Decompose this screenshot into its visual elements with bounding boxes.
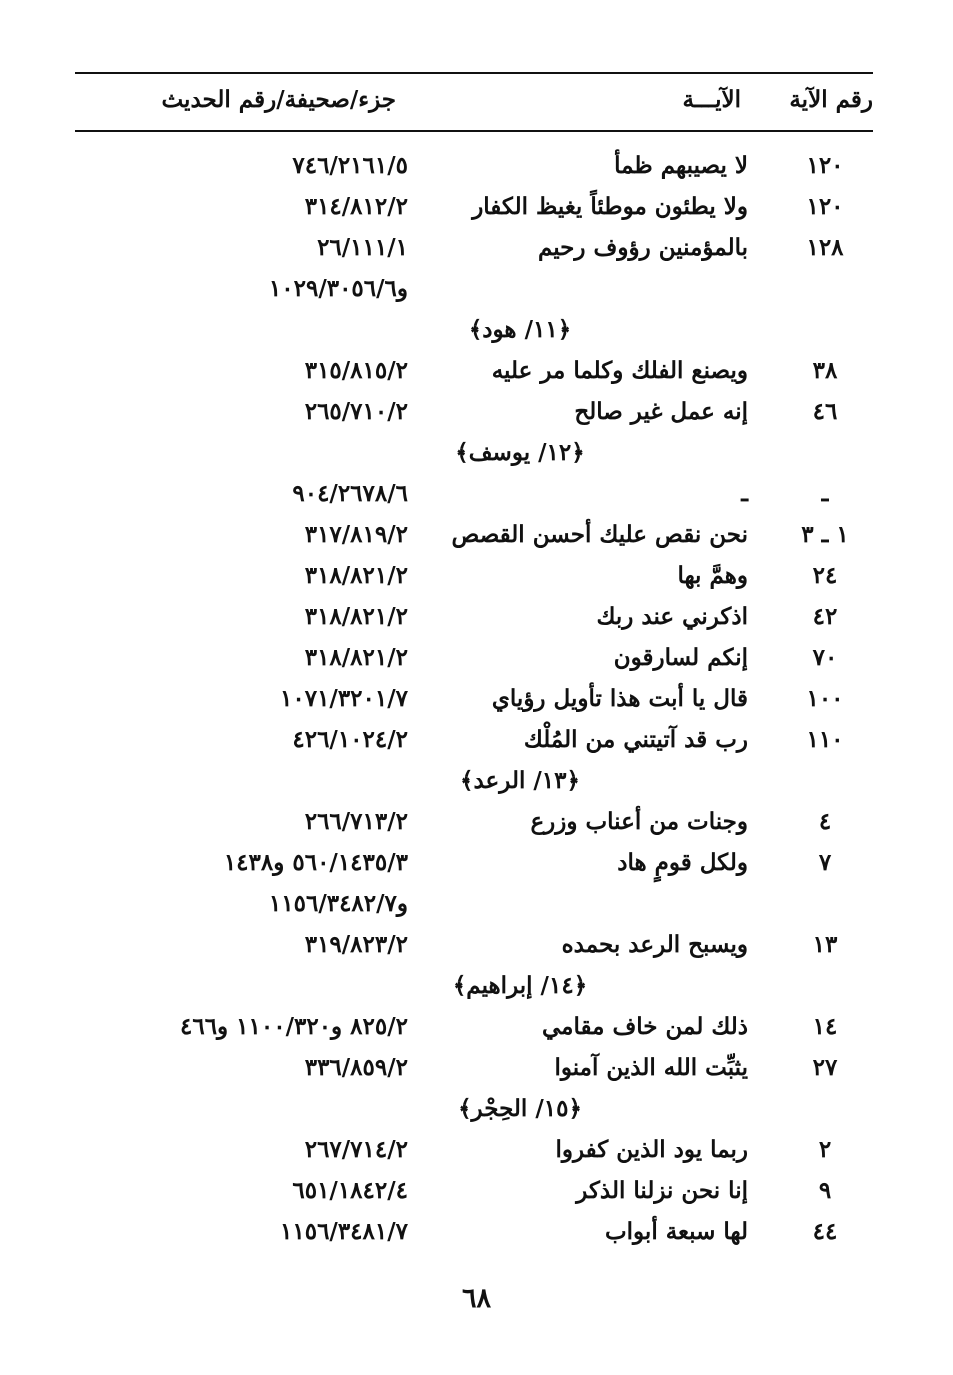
verse-text-cell: ذلك لمن خاف مقامي <box>542 1013 748 1040</box>
table-row <box>75 391 880 432</box>
verse-text-cell: قال يا أبت هذا تأويل رؤياي <box>491 685 748 712</box>
table-row <box>75 514 880 555</box>
verse-number-cell: ١٢٨ <box>806 234 844 261</box>
verse-number-cell: ١٠٠ <box>806 685 844 712</box>
verse-number-cell: ١٣ <box>812 931 838 958</box>
table-row <box>75 637 880 678</box>
table-row <box>75 924 880 965</box>
table-row <box>75 596 880 637</box>
verse-number-cell: ٩ <box>818 1177 832 1204</box>
header-bottom-rule <box>75 130 873 132</box>
sura-heading-row <box>75 432 880 473</box>
verse-text-cell: وهمَّ بها <box>677 562 748 589</box>
verse-number-cell: ٢ <box>818 1136 832 1163</box>
table-row <box>75 555 880 596</box>
table-row <box>75 1129 880 1170</box>
sura-title: ﴿١٥/ الحِجْر﴾ <box>458 1095 582 1122</box>
verse-text-cell: ولكل قومٍ هاد <box>617 849 748 876</box>
reference-cell: ٣١٧/٨١٩/٢ <box>304 521 408 548</box>
verse-number-cell: ١٢٠ <box>806 193 844 220</box>
page-number: ٦٨ <box>461 1283 491 1314</box>
verse-text-cell: إنكم لسارقون <box>613 644 748 671</box>
reference-cell: ٤٢٦/١٠٢٤/٢ <box>292 726 408 753</box>
reference-cell: ٣١٨/٨٢١/٢ <box>304 644 408 671</box>
reference-cell: و١٠٢٩/٣٠٥٦/٦ <box>268 275 408 302</box>
verse-number-cell: ٧ <box>818 849 832 876</box>
reference-cell: ٢٦٥/٧١٠/٢ <box>304 398 408 425</box>
table-row <box>75 1211 880 1252</box>
column-header-verse: الآيـــة <box>682 86 741 113</box>
verse-number-cell: ٣٨ <box>812 357 838 384</box>
reference-cell: ٢٦٧/٧١٤/٢ <box>304 1136 408 1163</box>
reference-cell: ٦٥١/١٨٤٢/٤ <box>292 1177 408 1204</box>
verse-number-cell: ١٢٠ <box>806 152 844 179</box>
verse-text-cell: وجنات من أعناب وزرع <box>530 808 748 835</box>
verse-number-cell: ٧٠ <box>812 644 838 671</box>
reference-cell: ٢٦/١١١/١ <box>317 234 408 261</box>
table-row <box>75 883 880 924</box>
verse-text-cell: رب قد آتيتني من المُلْك <box>523 726 748 753</box>
sura-heading-row <box>75 965 880 1006</box>
reference-cell: ٨٢٥/٢ و١١٠٠/٣٢٠ و٤٦٦ <box>179 1013 408 1040</box>
verse-number-cell: ٤٤ <box>812 1218 838 1245</box>
verse-number-cell: ٤ <box>818 808 832 835</box>
verse-text-cell: بالمؤمنين رؤوف رحيم <box>537 234 748 261</box>
table-row <box>75 227 880 268</box>
verse-text-cell: ربما يود الذين كفروا <box>555 1136 748 1163</box>
sura-title: ﴿١١/ هود﴾ <box>468 316 572 343</box>
table-row <box>75 268 880 309</box>
reference-cell: ٥٦٠/١٤٣٥/٣ و١٤٣٨ <box>223 849 408 876</box>
verse-text-cell: ـ <box>741 480 748 507</box>
reference-cell: ٩٠٤/٢٦٧٨/٦ <box>292 480 408 507</box>
verse-text-cell: اذكرني عند ربك <box>596 603 748 630</box>
verse-text-cell: يثبِّت الله الذين آمنوا <box>554 1054 748 1081</box>
reference-cell: ٣١٤/٨١٢/٢ <box>304 193 408 220</box>
table-row <box>75 473 880 514</box>
verse-number-cell: ١٤ <box>812 1013 838 1040</box>
reference-cell: ٢٦٦/٧١٣/٢ <box>304 808 408 835</box>
reference-cell: ٣١٨/٨٢١/٢ <box>304 562 408 589</box>
table-row <box>75 801 880 842</box>
index-table <box>75 145 880 1252</box>
verse-text-cell: إنه عمل غير صالح <box>574 398 748 425</box>
column-header-verse-number: رقم الآية <box>789 86 873 113</box>
sura-title: ﴿١٤/ إبراهيم﴾ <box>452 972 588 999</box>
table-row <box>75 1047 880 1088</box>
sura-heading-row <box>75 1088 880 1129</box>
reference-cell: ١١٥٦/٣٤٨١/٧ <box>280 1218 408 1245</box>
verse-number-cell: ٢٧ <box>812 1054 838 1081</box>
table-row <box>75 1170 880 1211</box>
sura-title: ﴿١٢/ يوسف﴾ <box>455 439 585 466</box>
reference-cell: ٧٤٦/٢١٦١/٥ <box>292 152 408 179</box>
verse-number-cell: ١ ـ ٣ <box>801 521 849 548</box>
verse-number-cell: ٤٦ <box>812 398 838 425</box>
verse-text-cell: ويصنع الفلك وكلما مر عليه <box>491 357 748 384</box>
sura-title: ﴿١٣/ الرعد﴾ <box>460 767 580 794</box>
verse-number-cell: ـ <box>821 480 829 507</box>
verse-number-cell: ٢٤ <box>812 562 838 589</box>
verse-text-cell: إنا نحن نزلنا الذكر <box>576 1177 748 1204</box>
reference-cell: ٣١٨/٨٢١/٢ <box>304 603 408 630</box>
table-row <box>75 145 880 186</box>
sura-heading-row <box>75 760 880 801</box>
table-row <box>75 350 880 391</box>
verse-number-cell: ٤٢ <box>812 603 838 630</box>
verse-number-cell: ١١٠ <box>806 726 844 753</box>
table-row <box>75 186 880 227</box>
reference-cell: و١١٥٦/٣٤٨٢/٧ <box>268 890 408 917</box>
sura-heading-row <box>75 309 880 350</box>
verse-text-cell: ويسبح الرعد بحمده <box>561 931 748 958</box>
table-row <box>75 1006 880 1047</box>
verse-text-cell: لا يصيبهم ظمأ <box>614 152 748 179</box>
reference-cell: ١٠٧١/٣٢٠١/٧ <box>280 685 408 712</box>
table-row <box>75 719 880 760</box>
reference-cell: ٣١٥/٨١٥/٢ <box>304 357 408 384</box>
verse-text-cell: نحن نقص عليك أحسن القصص <box>451 521 748 548</box>
table-row <box>75 842 880 883</box>
header-top-rule <box>75 72 873 74</box>
column-header-reference: جزء/صحيفة/رقم الحديث <box>161 86 396 113</box>
verse-text-cell: لها سبعة أبواب <box>605 1218 748 1245</box>
verse-text-cell: ولا يطئون موطئاً يغيظ الكفار <box>472 193 748 220</box>
table-row <box>75 678 880 719</box>
reference-cell: ٣٣٦/٨٥٩/٢ <box>304 1054 408 1081</box>
reference-cell: ٣١٩/٨٢٣/٢ <box>304 931 408 958</box>
